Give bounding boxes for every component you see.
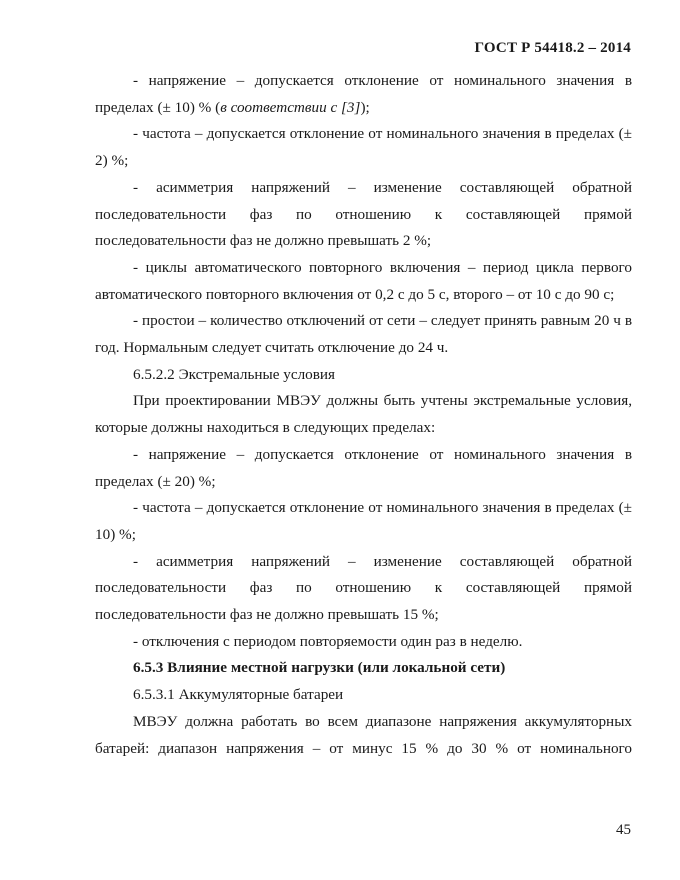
paragraph-reclosing-cycles: - циклы автоматического повторного включения – период цикла первого автоматического повторного включения от 0,2 с до 5 с, второго – от 10 с до 90 с; (95, 258, 632, 303)
document-body (95, 68, 632, 762)
section-heading-extreme: 6.5.2.2 Экстремальные условия (133, 365, 336, 383)
paragraph-downtime: - простои – количество отключений от сети – следует принять равным 20 ч в год. Нормальным следует считать отключение до 24 ч. (95, 312, 632, 357)
paragraph-extreme-intro: При проектировании МВЭУ должны быть учтены экстремальные условия, которые должны находиться в следующих пределах: (95, 392, 632, 437)
reference-italic: в соответствии с [3] (220, 98, 361, 116)
page-number: 45 (616, 822, 631, 838)
subsection-heading-batteries: 6.5.3.1 Аккумуляторные батареи (133, 686, 344, 704)
paragraph-voltage-extreme: - напряжение – допускается отклонение от номинального значения в пределах (± 20) %; (95, 445, 632, 490)
paragraph-asymmetry-extreme: - асимметрия напряжений – изменение составляющей обратной последовательности фаз по отношению к составляющей прямой последовательности фаз не должно превышать 15 %; (95, 552, 632, 624)
paragraph-battery-voltage: МВЭУ должна работать во всем диапазоне напряжения аккумуляторных батарей: диапазон напряжения – от минус 15 % до 30 % от номинального (95, 712, 632, 757)
voltage-normal-end: ); (360, 98, 370, 116)
document-code-header: ГОСТ Р 54418.2 – 2014 (474, 40, 631, 56)
paragraph-frequency-extreme: - частота – допускается отклонение от номинального значения в пределах (± 10) %; (95, 499, 632, 543)
paragraph-asymmetry-normal: - асимметрия напряжений – изменение составляющей обратной последовательности фаз по отношению к составляющей прямой последовательности фаз не должно превышать 2 %; (95, 178, 632, 250)
paragraph-outages: - отключения с периодом повторяемости один раз в неделю. (133, 632, 523, 650)
paragraph-voltage-normal (95, 68, 632, 121)
paragraph-frequency-normal: - частота – допускается отклонение от номинального значения в пределах (± 2) %; (95, 125, 632, 170)
voltage-normal-text: - напряжение – допускается отклонение от номинального значения в пределах (± 10) % ( (95, 72, 632, 116)
section-heading-local-load: 6.5.3 Влияние местной нагрузки (или локальной сети) (133, 659, 506, 677)
